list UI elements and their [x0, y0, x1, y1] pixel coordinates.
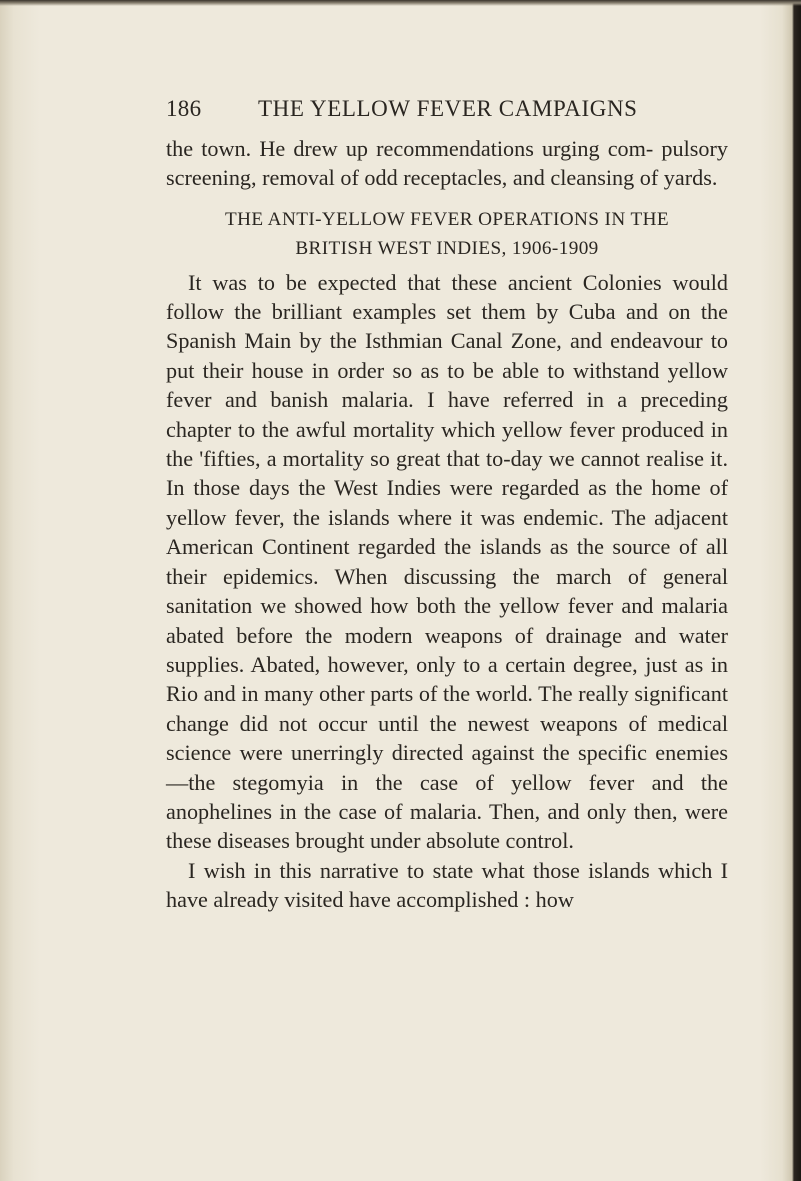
- page-top-edge: [0, 0, 801, 6]
- paragraph-continuation: the town. He drew up recommendations urging com- pulsory screening, removal of odd receptacles, and cleansing of yards.: [166, 136, 728, 191]
- section-heading-line-2: BRITISH WEST INDIES, 1906-1909: [295, 238, 599, 260]
- paragraph-closing: I wish in this narrative to state what those islands which I have already visited have accomplished : how: [166, 857, 728, 913]
- section-heading-line-1: THE ANTI-YELLOW FEVER OPERATIONS IN THE: [225, 208, 669, 230]
- paragraph-main: It was to be expected that these ancient Colonies would follow the brilliant examples set them by Cuba and on the Spanish Main by the Isthmian Canal Zone, and endeavour to put their house in order so as to be able to withstand yellow fever and banish malaria. I have referred in a preceding chapter to the awful mortality which yellow fever produced in the 'fifties, a mortality so great that to-day we cannot realise it. In those days the West Indies were regarded as the home of yellow fever, the islands where it was endemic. The adjacent American Continent regarded the islands as the source of all their epidemics. When discussing the march of general sanitation we showed how both the yellow fever and malaria abated before the modern weapons of drainage and water supplies. Abated, however, only to a certain degree, just as in Rio and in many other parts of the world. The really significant change did not occur until the newest weapons of medical science were unerringly directed against the specific enemies—the stegomyia in the case of yellow fever and the anophelines in the case of malaria. Then, and only then, were these diseases brought under absolute control.: [166, 269, 728, 854]
- running-head: [166, 96, 728, 124]
- page-text-block: [166, 96, 728, 915]
- running-title: THE YELLOW FEVER CAMPAIGNS: [258, 96, 638, 121]
- section-heading: [166, 205, 728, 264]
- page-number: 186: [166, 96, 202, 121]
